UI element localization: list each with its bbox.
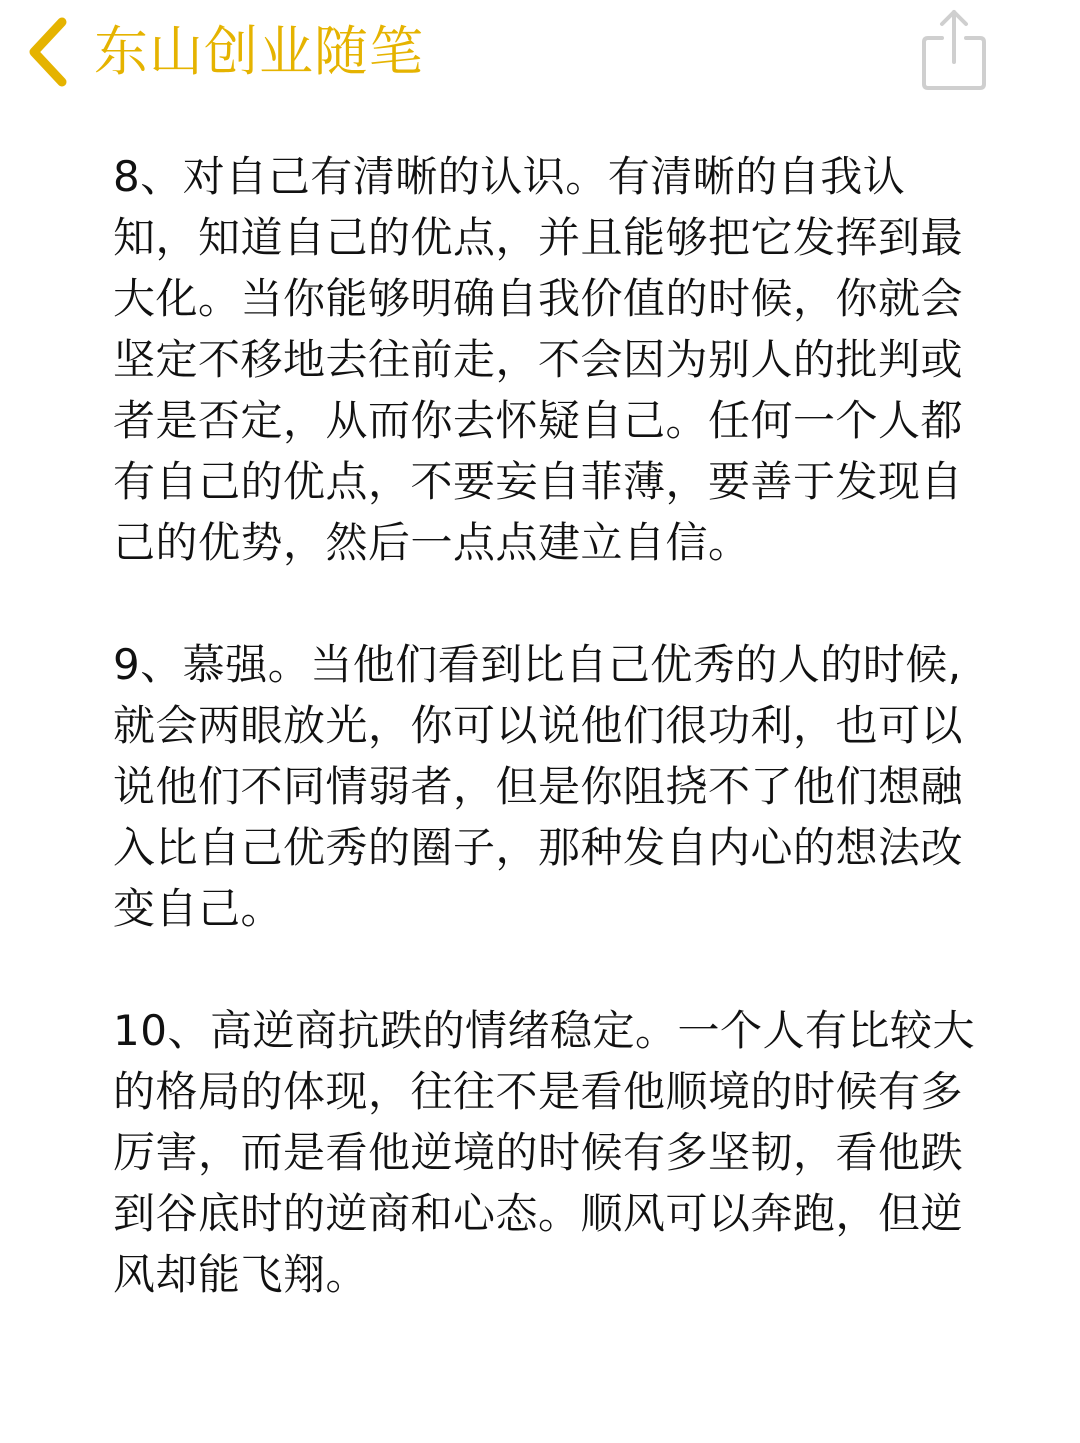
note-paragraph-9: 9、慕强。当他们看到比自己优秀的人的时候,就会两眼放光，你可以说他们很功利，也可以说他们不同情弱者，但是你阻挠不了他们想融入比自己优秀的圈子，那种发自内心的想法改变自己。 — [113, 640, 964, 933]
share-icon — [918, 6, 990, 92]
share-button[interactable] — [918, 6, 990, 92]
navigation-bar — [0, 0, 1080, 110]
note-body[interactable] — [113, 146, 983, 1305]
note-paragraph-10: 10、高逆商抗跌的情绪稳定。一个人有比较大的格局的体现，往往不是看他顺境的时候有多厉害，而是看他逆境的时候有多坚韧，看他跌到谷底时的逆商和心态。顺风可以奔跑，但逆风却能飞翔。 — [113, 1006, 975, 1299]
back-button[interactable] — [22, 14, 424, 90]
folder-title: 东山创业随笔 — [94, 20, 424, 83]
note-paragraph-8: 8、对自己有清晰的认识。有清晰的自我认知，知道自己的优点，并且能够把它发挥到最大化。当你能够明确自我价值的时候，你就会坚定不移地去往前走，不会因为别人的批判或者是否定，从而你去怀疑自己。任何一个人都有自己的优点，不要妄自菲薄，要善于发现自己的优势，然后一点点建立自信。 — [113, 152, 964, 567]
chevron-left-icon — [22, 14, 74, 90]
